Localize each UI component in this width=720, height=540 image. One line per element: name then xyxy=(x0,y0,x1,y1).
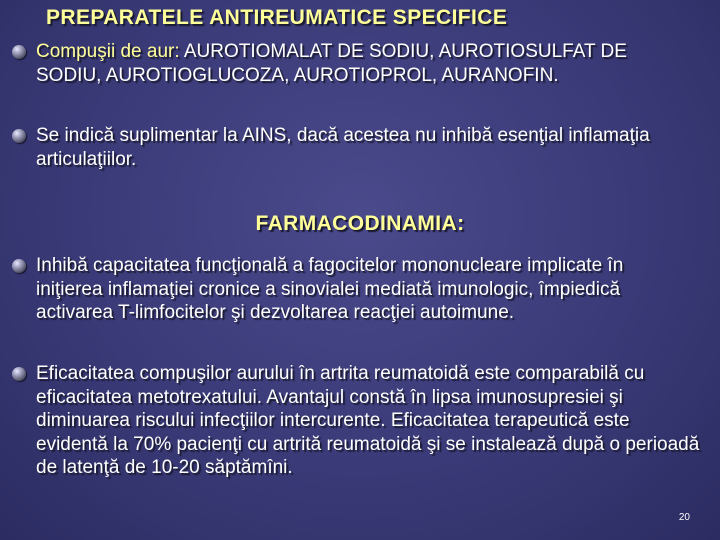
sphere-bullet-icon xyxy=(12,259,26,273)
list-item xyxy=(10,40,710,87)
bullet-body: Se indică suplimentar la AINS, dacă acestea nu inhibă esenţial inflamaţia articulaţiilor. xyxy=(36,125,650,170)
list-item xyxy=(10,254,710,325)
bullet-body: Inhibă capacitatea funcţională a fagocitelor mononucleare implicate în iniţierea inflamaţiei cronice a sinovialei mediată imunologic, împiedică activarea T-limfocitelor şi dezvoltarea reacţiei autoimune. xyxy=(36,255,624,323)
sphere-bullet-icon xyxy=(12,367,26,381)
list-item xyxy=(10,124,710,171)
bullet-label: Compuşii de aur: xyxy=(36,41,180,62)
bullet-body: AUROTIOMALAT DE SODIU, AUROTIOSULFAT DE SODIU, AUROTIOGLUCOZA, AUROTIOPROL, AURANOFIN. xyxy=(36,41,627,86)
bullet-body: Eficacitatea compuşilor aurului în artrita reumatoidă este comparabilă cu eficacitatea metotrexatului. Avantajul constă în lipsa imunosupresiei şi diminuarea riscului infecţiilor intercurente. Eficacitatea terapeutică este evidentă la 70% pacienţi cu artrită reumatoidă şi se instalează după o perioadă de latenţă de 10-20 săptămîni. xyxy=(36,363,700,478)
section-heading: FARMACODINAMIA: xyxy=(255,212,465,235)
list-item xyxy=(10,362,710,480)
bullet-text xyxy=(36,40,696,87)
sphere-bullet-icon xyxy=(12,129,26,143)
sphere-bullet-icon xyxy=(12,45,26,59)
slide-title: PREPARATELE ANTIREUMATICE SPECIFICE xyxy=(46,6,508,29)
page-number: 20 xyxy=(678,512,690,523)
